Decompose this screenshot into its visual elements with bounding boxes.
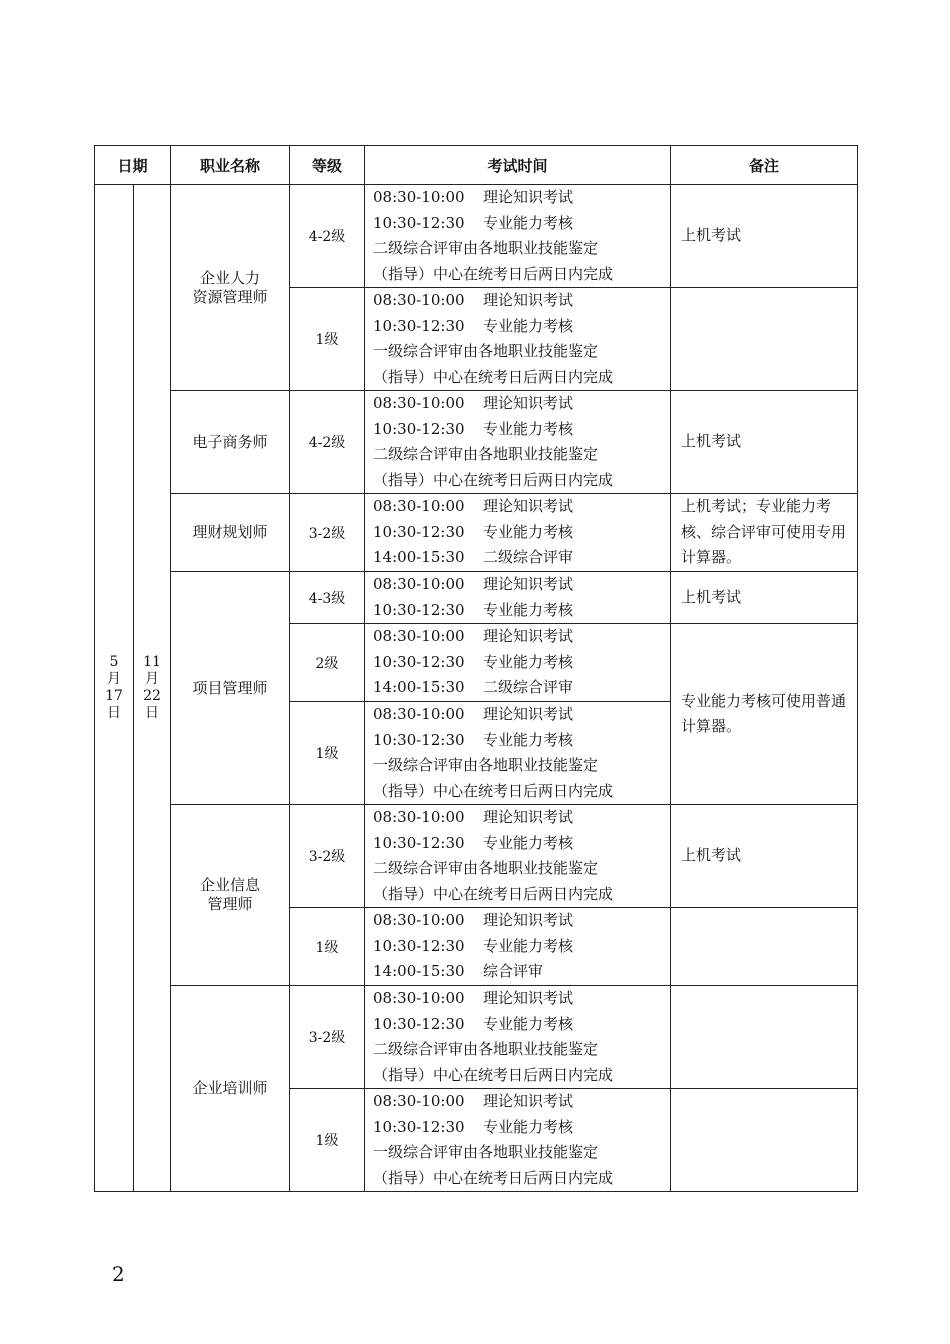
- time-cell: [365, 1089, 671, 1192]
- time-line: [373, 236, 670, 262]
- time-range: 10:30-12:30: [373, 522, 465, 541]
- exam-item: 专业能力考核: [483, 936, 574, 955]
- note-cell: [671, 1089, 858, 1192]
- job-ecom: 电子商务师: [171, 391, 290, 494]
- time-range: 10:30-12:30: [373, 833, 465, 852]
- time-line: [373, 211, 670, 237]
- time-range: 10:30-12:30: [373, 213, 465, 232]
- job-name-line: 企业信息: [200, 876, 261, 894]
- date-cell-first: [95, 185, 134, 1192]
- time-line: [373, 185, 670, 211]
- time-range: 10:30-12:30: [373, 936, 465, 955]
- time-cell: [365, 572, 671, 624]
- exam-item: 理论知识考试: [483, 627, 574, 646]
- exam-item: 专业能力考核: [483, 600, 574, 619]
- time-cell: [365, 185, 671, 288]
- exam-schedule-table: [94, 145, 858, 1192]
- time-range: 08:30-10:00: [373, 808, 465, 826]
- job-name-line: 管理师: [207, 895, 253, 913]
- table-row: [95, 986, 858, 1089]
- date-first-part: 17: [105, 688, 123, 704]
- table-row: [95, 572, 858, 624]
- time-range: 08:30-10:00: [373, 705, 465, 723]
- time-range: 08:30-10:00: [373, 291, 465, 309]
- time-line: [373, 856, 670, 882]
- time-line: [373, 675, 670, 701]
- header-grade: 等级: [290, 146, 365, 185]
- job-name-line: 资源管理师: [192, 287, 268, 306]
- time-cell: [365, 986, 671, 1089]
- time-line: [373, 753, 670, 779]
- time-line: [373, 442, 670, 468]
- time-line: [373, 959, 670, 985]
- time-cell: [365, 391, 671, 494]
- job-pm: 项目管理师: [171, 572, 290, 805]
- time-cell: [365, 494, 671, 572]
- time-range: 08:30-10:00: [373, 394, 465, 412]
- exam-item: 专业能力考核: [483, 419, 574, 438]
- note-cell: 上机考试: [671, 185, 858, 288]
- time-range: 14:00-15:30: [373, 548, 465, 567]
- note-cell: [671, 986, 858, 1089]
- time-note-text: （指导）中心在统考日后两日内完成: [373, 264, 614, 283]
- time-note-text: 二级综合评审由各地职业技能鉴定: [373, 239, 599, 257]
- date-second-part: 月: [145, 671, 159, 687]
- table-row: [95, 805, 858, 908]
- note-cell: 上机考试；专业能力考核、综合评审可使用专用计算器。: [671, 494, 858, 572]
- time-cell: [365, 624, 671, 702]
- time-line: [373, 572, 670, 598]
- time-range: 10:30-12:30: [373, 600, 465, 619]
- exam-item: 二级综合评审: [483, 678, 574, 697]
- time-note-text: 二级综合评审由各地职业技能鉴定: [373, 1040, 599, 1058]
- time-range: 08:30-10:00: [373, 911, 465, 930]
- time-line: [373, 805, 670, 831]
- time-line: [373, 598, 670, 624]
- exam-item: 专业能力考核: [483, 522, 574, 541]
- time-line: [373, 650, 670, 676]
- time-line: [373, 1089, 670, 1115]
- time-line: [373, 1037, 670, 1063]
- exam-item: 理论知识考试: [483, 705, 574, 723]
- grade-cell: 3-2级: [290, 805, 365, 908]
- time-range: 10:30-12:30: [373, 1014, 465, 1033]
- exam-item: 专业能力考核: [483, 1014, 574, 1033]
- time-note-text: （指导）中心在统考日后两日内完成: [373, 1168, 614, 1187]
- date-first-part: 月: [107, 671, 121, 687]
- time-line: [373, 494, 670, 520]
- exam-item: 理论知识考试: [483, 575, 574, 593]
- table-row: [95, 391, 858, 494]
- job-info: [171, 805, 290, 986]
- exam-item: 专业能力考核: [483, 213, 574, 232]
- time-note-text: （指导）中心在统考日后两日内完成: [373, 367, 614, 386]
- time-line: [373, 779, 670, 805]
- date-second-part: 11: [143, 654, 161, 670]
- exam-item: 专业能力考核: [483, 652, 574, 671]
- time-line: [373, 339, 670, 365]
- exam-item: 理论知识考试: [483, 989, 574, 1007]
- time-range: 10:30-12:30: [373, 316, 465, 335]
- time-line: [373, 262, 670, 288]
- time-note-text: 二级综合评审由各地职业技能鉴定: [373, 859, 599, 877]
- time-range: 10:30-12:30: [373, 419, 465, 438]
- exam-item: 理论知识考试: [483, 188, 574, 206]
- time-range: 08:30-10:00: [373, 1092, 465, 1110]
- grade-cell: 4-3级: [290, 572, 365, 624]
- time-note-text: （指导）中心在统考日后两日内完成: [373, 470, 614, 489]
- time-line: [373, 831, 670, 857]
- note-cell: 专业能力考核可使用普通计算器。: [671, 624, 858, 805]
- note-cell: 上机考试: [671, 805, 858, 908]
- time-line: [373, 986, 670, 1012]
- exam-item: 理论知识考试: [483, 911, 574, 930]
- exam-item: 二级综合评审: [483, 548, 574, 567]
- time-range: 14:00-15:30: [373, 962, 465, 981]
- header-job: 职业名称: [171, 146, 290, 185]
- time-line: [373, 545, 670, 571]
- exam-item: 专业能力考核: [483, 1117, 574, 1136]
- header-time: 考试时间: [365, 146, 671, 185]
- time-line: [373, 417, 670, 443]
- time-line: [373, 1115, 670, 1141]
- date-first-part: 日: [107, 705, 121, 721]
- time-range: 08:30-10:00: [373, 989, 465, 1007]
- date-second-part: 22: [143, 688, 161, 704]
- time-range: 08:30-10:00: [373, 575, 465, 593]
- header-date: 日期: [95, 146, 171, 185]
- grade-cell: 4-2级: [290, 185, 365, 288]
- time-range: 08:30-10:00: [373, 188, 465, 206]
- grade-cell: 1级: [290, 702, 365, 805]
- exam-item: 专业能力考核: [483, 833, 574, 852]
- job-hr: [171, 185, 290, 391]
- time-line: [373, 365, 670, 391]
- note-cell: 上机考试: [671, 391, 858, 494]
- time-cell: [365, 805, 671, 908]
- time-range: 08:30-10:00: [373, 627, 465, 646]
- time-line: [373, 908, 670, 934]
- time-line: [373, 882, 670, 908]
- job-finance: 理财规划师: [171, 494, 290, 572]
- exam-item: 专业能力考核: [483, 730, 574, 749]
- exam-item: 综合评审: [483, 962, 544, 981]
- exam-item: 理论知识考试: [483, 394, 574, 412]
- time-note-text: 一级综合评审由各地职业技能鉴定: [373, 756, 599, 774]
- time-cell: [365, 908, 671, 986]
- header-note: 备注: [671, 146, 858, 185]
- time-line: [373, 1063, 670, 1089]
- page-number: 2: [112, 1262, 125, 1286]
- table-row: [95, 185, 858, 288]
- time-line: [373, 1012, 670, 1038]
- time-line: [373, 1140, 670, 1166]
- time-line: [373, 288, 670, 314]
- date-first-part: 5: [109, 654, 119, 670]
- grade-cell: 2级: [290, 624, 365, 702]
- grade-cell: 3-2级: [290, 494, 365, 572]
- time-line: [373, 468, 670, 494]
- grade-cell: 4-2级: [290, 391, 365, 494]
- exam-item: 理论知识考试: [483, 808, 574, 826]
- date-cell-second: [134, 185, 171, 1192]
- grade-cell: 1级: [290, 288, 365, 391]
- exam-item: 理论知识考试: [483, 291, 574, 309]
- time-note-text: 一级综合评审由各地职业技能鉴定: [373, 342, 599, 360]
- time-line: [373, 934, 670, 960]
- note-cell: [671, 288, 858, 391]
- exam-item: 理论知识考试: [483, 1092, 574, 1110]
- time-line: [373, 314, 670, 340]
- time-note-text: 二级综合评审由各地职业技能鉴定: [373, 445, 599, 463]
- time-cell: [365, 288, 671, 391]
- time-note-text: （指导）中心在统考日后两日内完成: [373, 781, 614, 800]
- time-range: 10:30-12:30: [373, 730, 465, 749]
- table-header-row: [95, 146, 858, 185]
- time-line: [373, 728, 670, 754]
- time-line: [373, 624, 670, 650]
- time-note-text: （指导）中心在统考日后两日内完成: [373, 884, 614, 903]
- grade-cell: 1级: [290, 1089, 365, 1192]
- job-train: 企业培训师: [171, 986, 290, 1192]
- date-second-part: 日: [145, 705, 159, 721]
- grade-cell: 1级: [290, 908, 365, 986]
- note-cell: [671, 908, 858, 986]
- grade-cell: 3-2级: [290, 986, 365, 1089]
- time-line: [373, 1166, 670, 1192]
- time-range: 14:00-15:30: [373, 678, 465, 697]
- exam-item: 专业能力考核: [483, 316, 574, 335]
- time-range: 10:30-12:30: [373, 652, 465, 671]
- time-note-text: （指导）中心在统考日后两日内完成: [373, 1065, 614, 1084]
- time-line: [373, 702, 670, 728]
- time-line: [373, 520, 670, 546]
- exam-item: 理论知识考试: [483, 497, 574, 516]
- time-cell: [365, 702, 671, 805]
- time-line: [373, 391, 670, 417]
- job-name-line: 企业人力: [200, 268, 261, 287]
- time-note-text: 一级综合评审由各地职业技能鉴定: [373, 1143, 599, 1161]
- time-range: 10:30-12:30: [373, 1117, 465, 1136]
- table-row: [95, 494, 858, 572]
- note-cell: 上机考试: [671, 572, 858, 624]
- time-range: 08:30-10:00: [373, 497, 465, 516]
